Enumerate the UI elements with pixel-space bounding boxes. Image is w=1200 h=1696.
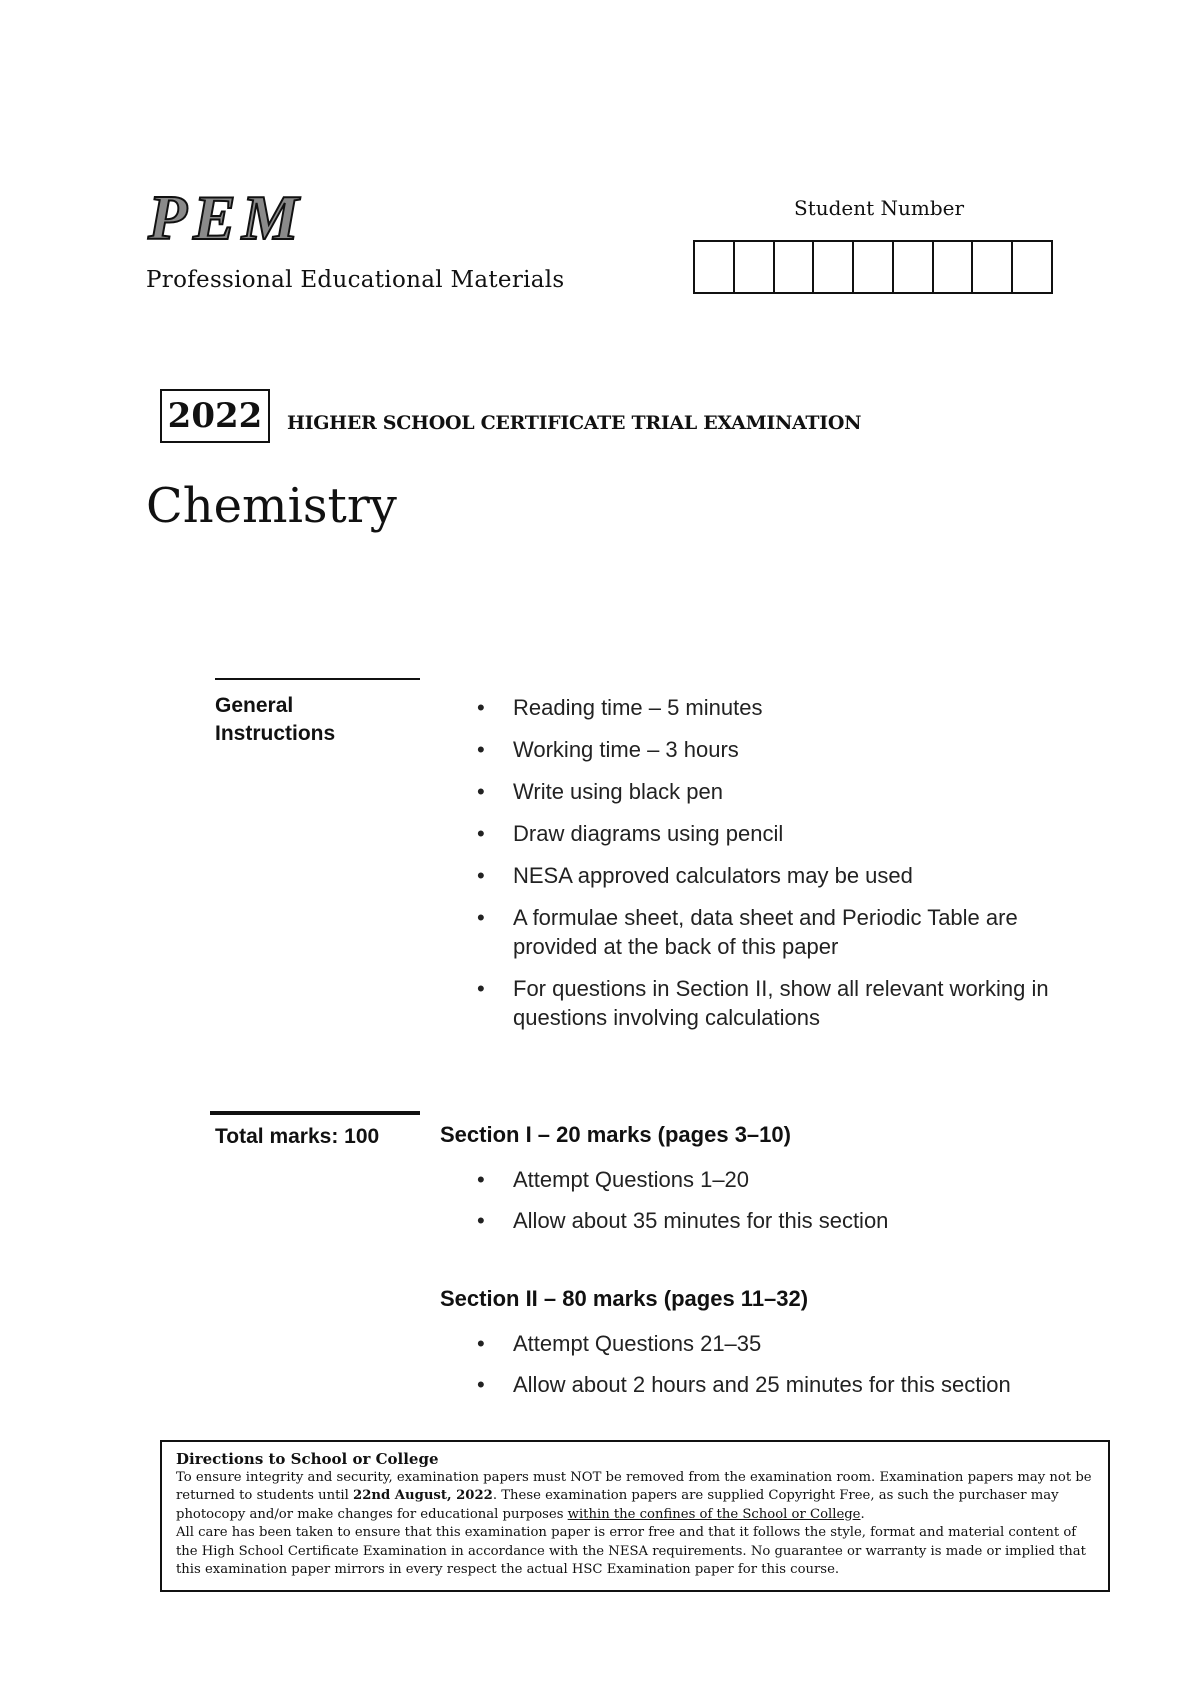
student-number-cell[interactable] (814, 242, 854, 292)
exam-title: HIGHER SCHOOL CERTIFICATE TRIAL EXAMINATION (287, 412, 862, 434)
total-marks-label: Total marks: 100 (215, 1125, 380, 1148)
student-number-boxes (693, 240, 1053, 294)
directions-box (160, 1440, 1110, 1592)
list-item: • Draw diagrams using pencil (477, 819, 1077, 848)
underlined-text: within the confines of the School or College (567, 1506, 861, 1522)
section-2-heading: Section II – 80 marks (pages 11–32) (440, 1286, 809, 1311)
directions-title: Directions to School or College (176, 1450, 439, 1468)
exam-year: 2022 (160, 389, 270, 443)
student-number-cell[interactable] (1013, 242, 1051, 292)
text-run: . These examination papers are supplied Copyright Free, as such the purchaser may photocopy and/or make changes for educational purposes (176, 1488, 1059, 1522)
label-line: Instructions (215, 722, 336, 745)
text-run: To ensure integrity and security, examination papers must NOT be removed from the examination room. Examination papers may not be returned to students until (176, 1470, 1092, 1504)
student-number-cell[interactable] (973, 242, 1013, 292)
section-2-list (477, 1329, 1037, 1411)
directions-paragraph-1 (176, 1469, 1094, 1524)
list-item: • Write using black pen (477, 777, 1077, 806)
student-number-cell[interactable] (894, 242, 934, 292)
list-item: • Allow about 2 hours and 25 minutes for this section (477, 1370, 1037, 1399)
section-1-heading: Section I – 20 marks (pages 3–10) (440, 1122, 791, 1147)
list-item: • Allow about 35 minutes for this section (477, 1206, 1077, 1235)
student-number-label: Student Number (794, 196, 965, 220)
text-run: . (860, 1506, 865, 1522)
divider (210, 1111, 420, 1115)
label-line: General (215, 694, 294, 717)
subject-title: Chemistry (146, 478, 397, 534)
list-item: • Attempt Questions 21–35 (477, 1329, 1037, 1358)
pem-logo: PEM (148, 182, 305, 253)
section-1-list (477, 1165, 1077, 1247)
list-item: • For questions in Section II, show all relevant working in questions involving calculations (477, 974, 1077, 1032)
general-instructions-label (215, 692, 415, 748)
return-date: 22nd August, 2022 (353, 1488, 493, 1504)
logo-subtitle: Professional Educational Materials (146, 267, 565, 293)
divider (215, 678, 420, 680)
list-item: • Working time – 3 hours (477, 735, 1077, 764)
student-number-cell[interactable] (775, 242, 815, 292)
general-instructions-list (477, 693, 1077, 1045)
list-item: • Reading time – 5 minutes (477, 693, 1077, 722)
list-item: • A formulae sheet, data sheet and Periodic Table are provided at the back of this paper (477, 903, 1077, 961)
list-item: • NESA approved calculators may be used (477, 861, 1077, 890)
directions-paragraph-2: All care has been taken to ensure that this examination paper is error free and that it follows the style, format and material content of the High School Certificate Examination in accordance with the NESA requirements. No guarantee or warranty is made or implied that this examination paper mirrors in every respect the actual HSC Examination paper for this course. (176, 1525, 1086, 1578)
student-number-cell[interactable] (695, 242, 735, 292)
student-number-cell[interactable] (854, 242, 894, 292)
list-item: • Attempt Questions 1–20 (477, 1165, 1077, 1194)
student-number-cell[interactable] (735, 242, 775, 292)
student-number-cell[interactable] (934, 242, 974, 292)
